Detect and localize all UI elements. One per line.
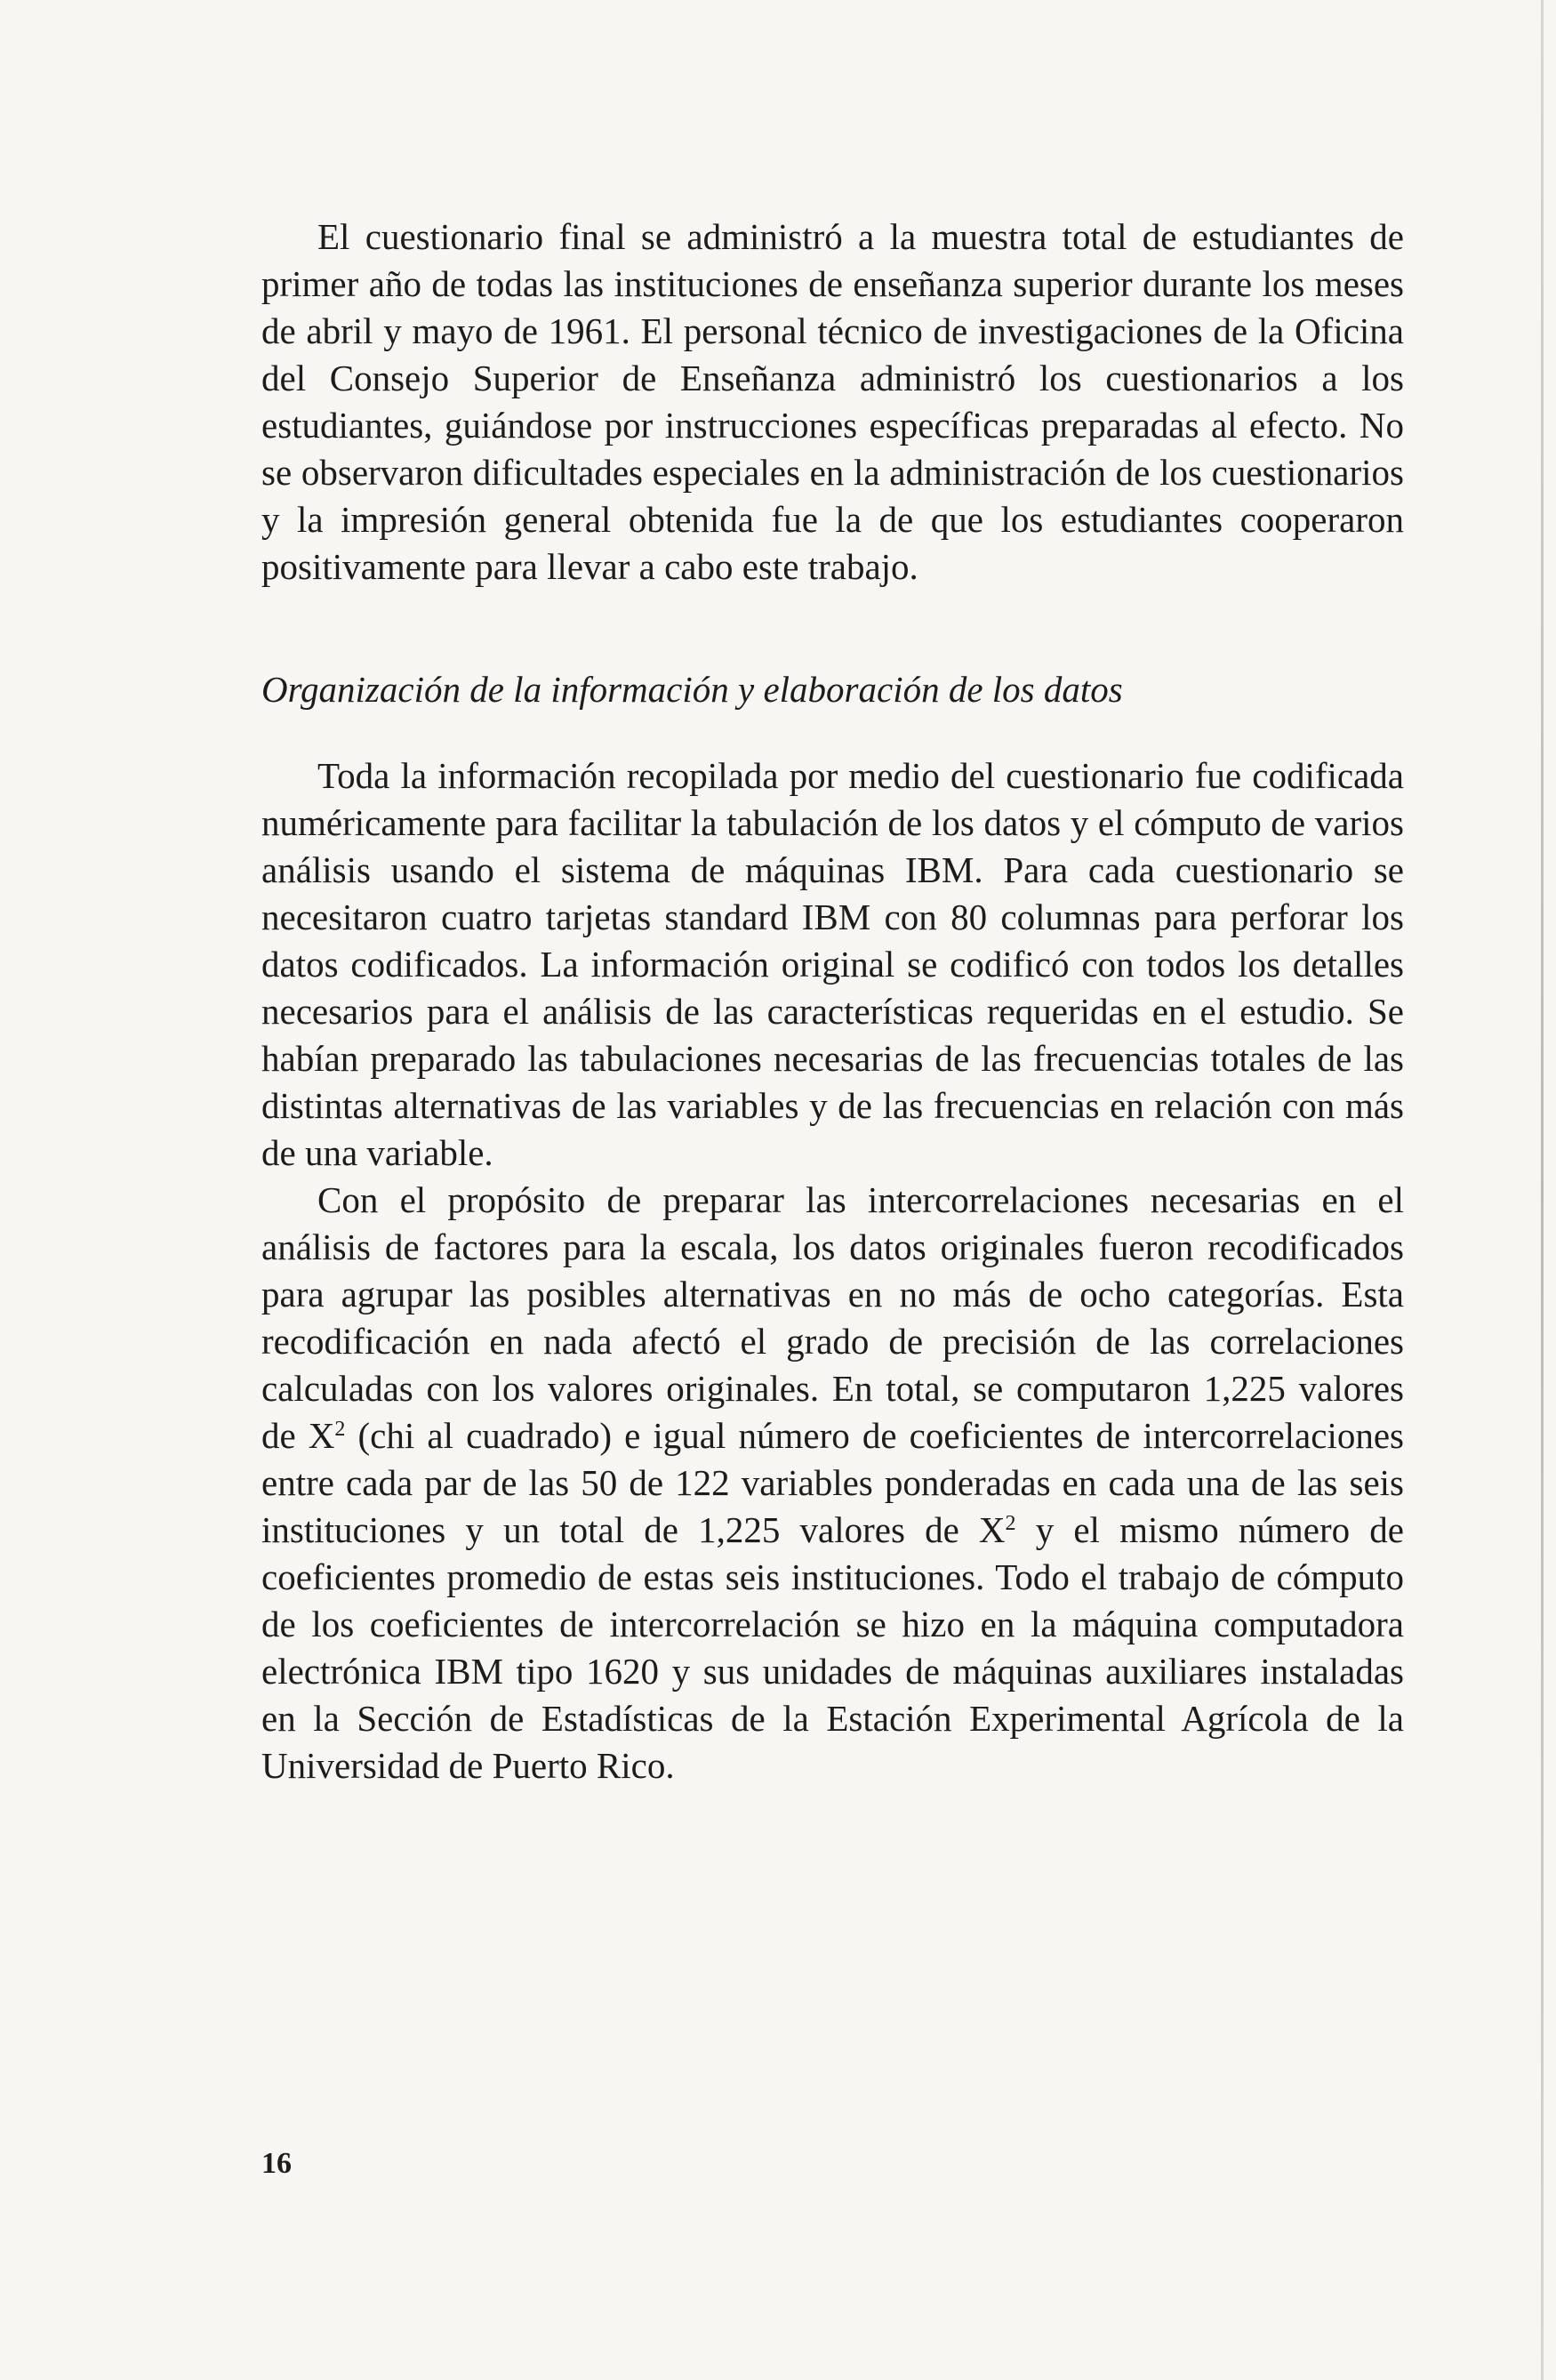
superscript-exponent: 2 (1005, 1512, 1016, 1535)
page-edge (1541, 0, 1544, 2380)
paragraph-text-part: y el mismo número de coeficientes promedio de estas seis instituciones. Todo el trabajo de cómputo de los coeficientes de intercorrelación se hizo en la máquina computadora electrónica IBM tipo 1620 y sus unidades de máquinas auxiliares instaladas en la Sección de Estadísticas de la Estación Experimental Agrícola de la Universidad de Puerto Rico. (261, 1509, 1404, 1786)
paragraph-text-part: Con el propósito de preparar las intercorrelaciones necesarias en el análisis de factores para la escala, los datos originales fueron recodificados para agrupar las posibles alternativas en no más de ocho categorías. Esta recodificación en nada afectó el grado de precisión de las correlaciones calculadas con los valores originales. En total, se computaron 1,225 valores de X (261, 1179, 1404, 1456)
superscript-exponent: 2 (334, 1418, 346, 1441)
page-number: 16 (261, 2147, 292, 2180)
paragraph-intercorrelations (261, 1177, 1404, 1789)
paragraph-administration: El cuestionario final se administró a la muestra total de estudiantes de primer año de todas las instituciones de enseñanza superior durante los meses de abril y mayo de 1961. El personal técnico de investigaciones de la Oficina del Consejo Superior de Enseñanza administró los cuestionarios a los estudiantes, guiándose por instrucciones específicas preparadas al efecto. No se observaron dificultades especiales en la administración de los cuestionarios y la impresión general obtenida fue la de que los estudiantes cooperaron positivamente para llevar a cabo este trabajo. (261, 216, 1404, 587)
paragraph-information-coding: Toda la información recopilada por medio del cuestionario fue codificada numéricamente para facilitar la tabulación de los datos y el cómputo de varios análisis usando el sistema de máquinas IBM. Para cada cuestionario se necesitaron cuatro tarjetas standard IBM con 80 columnas para perforar los datos codificados. La información original se codificó con todos los detalles necesarios para el análisis de las características requeridas en el estudio. Se habían preparado las tabulaciones necesarias de las frecuencias totales de las distintas alternativas de las variables y de las frecuencias en relación con más de una variable. (261, 755, 1404, 1173)
paragraph-text-part: (chi al cuadrado) e igual número de coeficientes de intercorrelaciones entre cada par de las 50 de 122 variables ponderadas en cada una de las seis instituciones y un total de 1,225 valores de X (261, 1415, 1404, 1550)
section-heading: Organización de la información y elaboración de los datos (261, 669, 1123, 710)
page-content (261, 213, 1404, 1789)
